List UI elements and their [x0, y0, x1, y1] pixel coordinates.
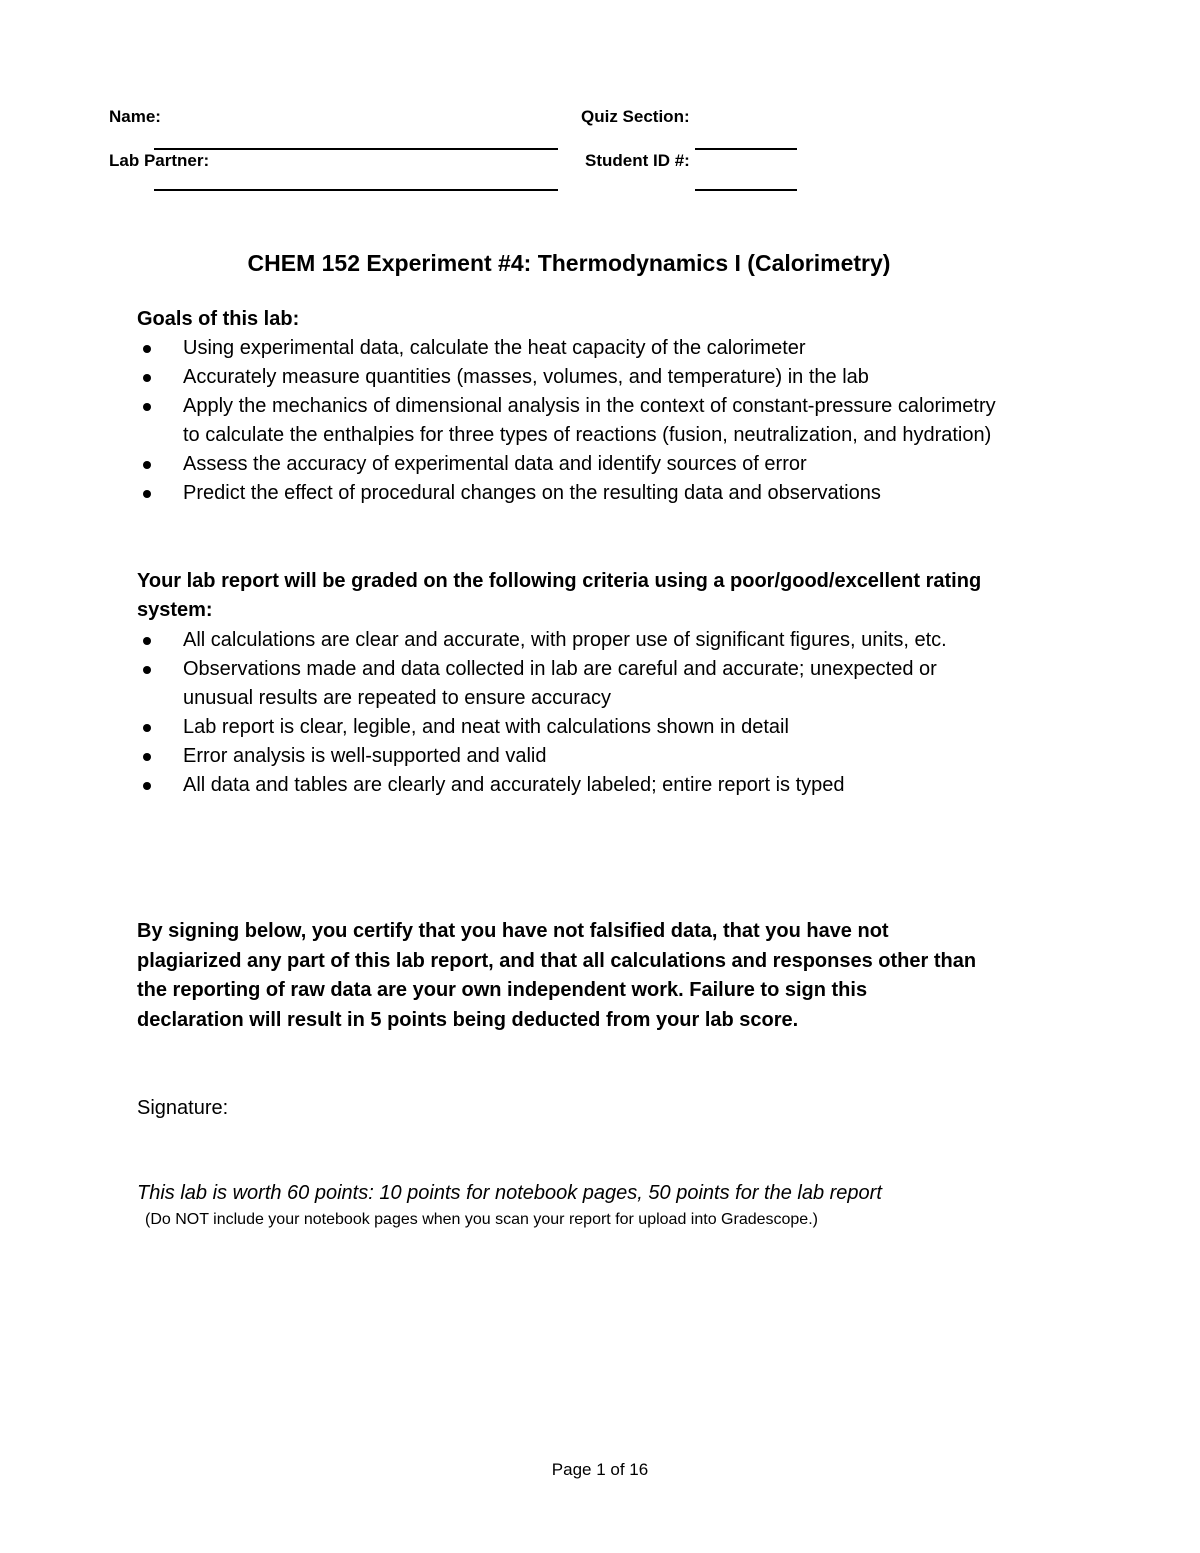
goals-list [137, 334, 997, 508]
document-title: CHEM 152 Experiment #4: Thermodynamics I (Calorimetry) [247, 250, 891, 276]
criteria-list [137, 626, 997, 800]
goal-item: Predict the effect of procedural changes on the resulting data and observations [137, 479, 997, 508]
student-id-field-line[interactable] [695, 189, 797, 191]
goal-item: Assess the accuracy of experimental data and identify sources of error [137, 450, 997, 479]
criteria-item: Lab report is clear, legible, and neat with calculations shown in detail [137, 713, 997, 742]
quiz-section-field-line[interactable] [695, 148, 797, 150]
signature-label: Signature: [137, 1097, 229, 1119]
lab-partner-field-line[interactable] [154, 189, 558, 191]
goal-item: Using experimental data, calculate the heat capacity of the calorimeter [137, 334, 997, 363]
points-statement: This lab is worth 60 points: 10 points for notebook pages, 50 points for the lab report [137, 1182, 882, 1204]
goal-item: Accurately measure quantities (masses, volumes, and temperature) in the lab [137, 363, 997, 392]
goals-heading: Goals of this lab: [137, 308, 300, 330]
criteria-item: All data and tables are clearly and accurately labeled; entire report is typed [137, 771, 997, 800]
criteria-item: Observations made and data collected in lab are careful and accurate; unexpected or unusual results are repeated to ensure accuracy [137, 655, 997, 713]
goal-item: Apply the mechanics of dimensional analysis in the context of constant-pressure calorimetry to calculate the enthalpies for three types of reactions (fusion, neutralization, and hydration) [137, 392, 997, 450]
honesty-declaration: By signing below, you certify that you have not falsified data, that you have not plagiarized any part of this lab report, and that all calculations and responses other than the reporting of raw data are your own independent work. Failure to sign this declaration will result in 5 points being deducted from your lab score. [137, 920, 977, 1031]
page-number: Page 1 of 16 [551, 1460, 649, 1479]
name-label: Name: [109, 107, 161, 126]
student-id-label: Student ID #: [585, 151, 690, 170]
quiz-section-label: Quiz Section: [581, 107, 690, 126]
name-field-line[interactable] [154, 148, 558, 150]
criteria-heading: Your lab report will be graded on the following criteria using a poor/good/excellent rating system: [137, 570, 982, 621]
criteria-item: All calculations are clear and accurate, with proper use of significant figures, units, etc. [137, 626, 997, 655]
criteria-item: Error analysis is well-supported and valid [137, 742, 997, 771]
upload-note: (Do NOT include your notebook pages when you scan your report for upload into Gradescope.) [145, 1211, 818, 1228]
lab-partner-label: Lab Partner: [109, 151, 210, 170]
